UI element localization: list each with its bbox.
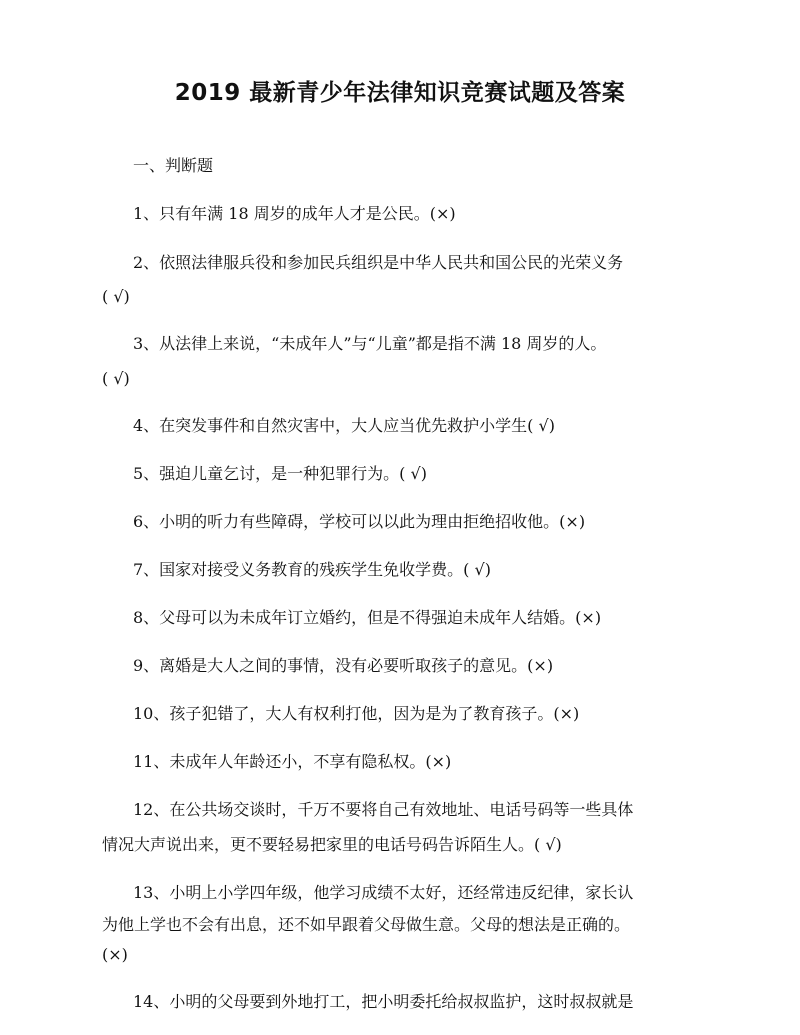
question-13: 13、小明上小学四年级，他学习成绩不太好，还经常违反纪律，家长认 — [133, 883, 634, 902]
question-3: 3、从法律上来说，“未成年人”与“儿童”都是指不满 18 周岁的人。 — [133, 334, 607, 353]
question-4: 4、在突发事件和自然灾害中，大人应当优先救护小学生( √) — [133, 416, 555, 435]
section-heading: 一、判断题 — [133, 156, 214, 175]
question-8: 8、父母可以为未成年订立婚约，但是不得强迫未成年人结婚。(×) — [133, 608, 602, 627]
document-title: 2019 最新青少年法律知识竞赛试题及答案 — [174, 80, 626, 106]
question-9: 9、离婚是大人之间的事情，没有必要听取孩子的意见。(×) — [133, 656, 554, 675]
question-10: 10、孩子犯错了，大人有权利打他，因为是为了教育孩子。(×) — [133, 704, 580, 723]
question-14: 14、小明的父母要到外地打工，把小明委托给叔叔监护，这时叔叔就是 — [133, 992, 634, 1011]
question-13-line-2: 为他上学也不会有出息，还不如早跟着父母做生意。父母的想法是正确的。 — [102, 915, 631, 934]
question-13-answer: (×) — [102, 945, 128, 964]
question-12: 12、在公共场交谈时，千万不要将自己有效地址、电话号码等一些具体 — [133, 800, 634, 819]
question-2-answer: ( √) — [102, 287, 130, 306]
question-2: 2、依照法律服兵役和参加民兵组织是中华人民共和国公民的光荣义务 — [133, 253, 624, 272]
question-7: 7、国家对接受义务教育的残疾学生免收学费。( √) — [133, 560, 491, 579]
question-6: 6、小明的听力有些障碍，学校可以以此为理由拒绝招收他。(×) — [133, 512, 586, 531]
question-5: 5、强迫儿童乞讨，是一种犯罪行为。( √) — [133, 464, 427, 483]
question-12-line-2: 情况大声说出来，更不要轻易把家里的电话号码告诉陌生人。( √) — [102, 835, 562, 854]
question-3-answer: ( √) — [102, 369, 130, 388]
question-1: 1、只有年满 18 周岁的成年人才是公民。(×) — [133, 204, 456, 223]
question-11: 11、未成年人年龄还小，不享有隐私权。(×) — [133, 752, 452, 771]
